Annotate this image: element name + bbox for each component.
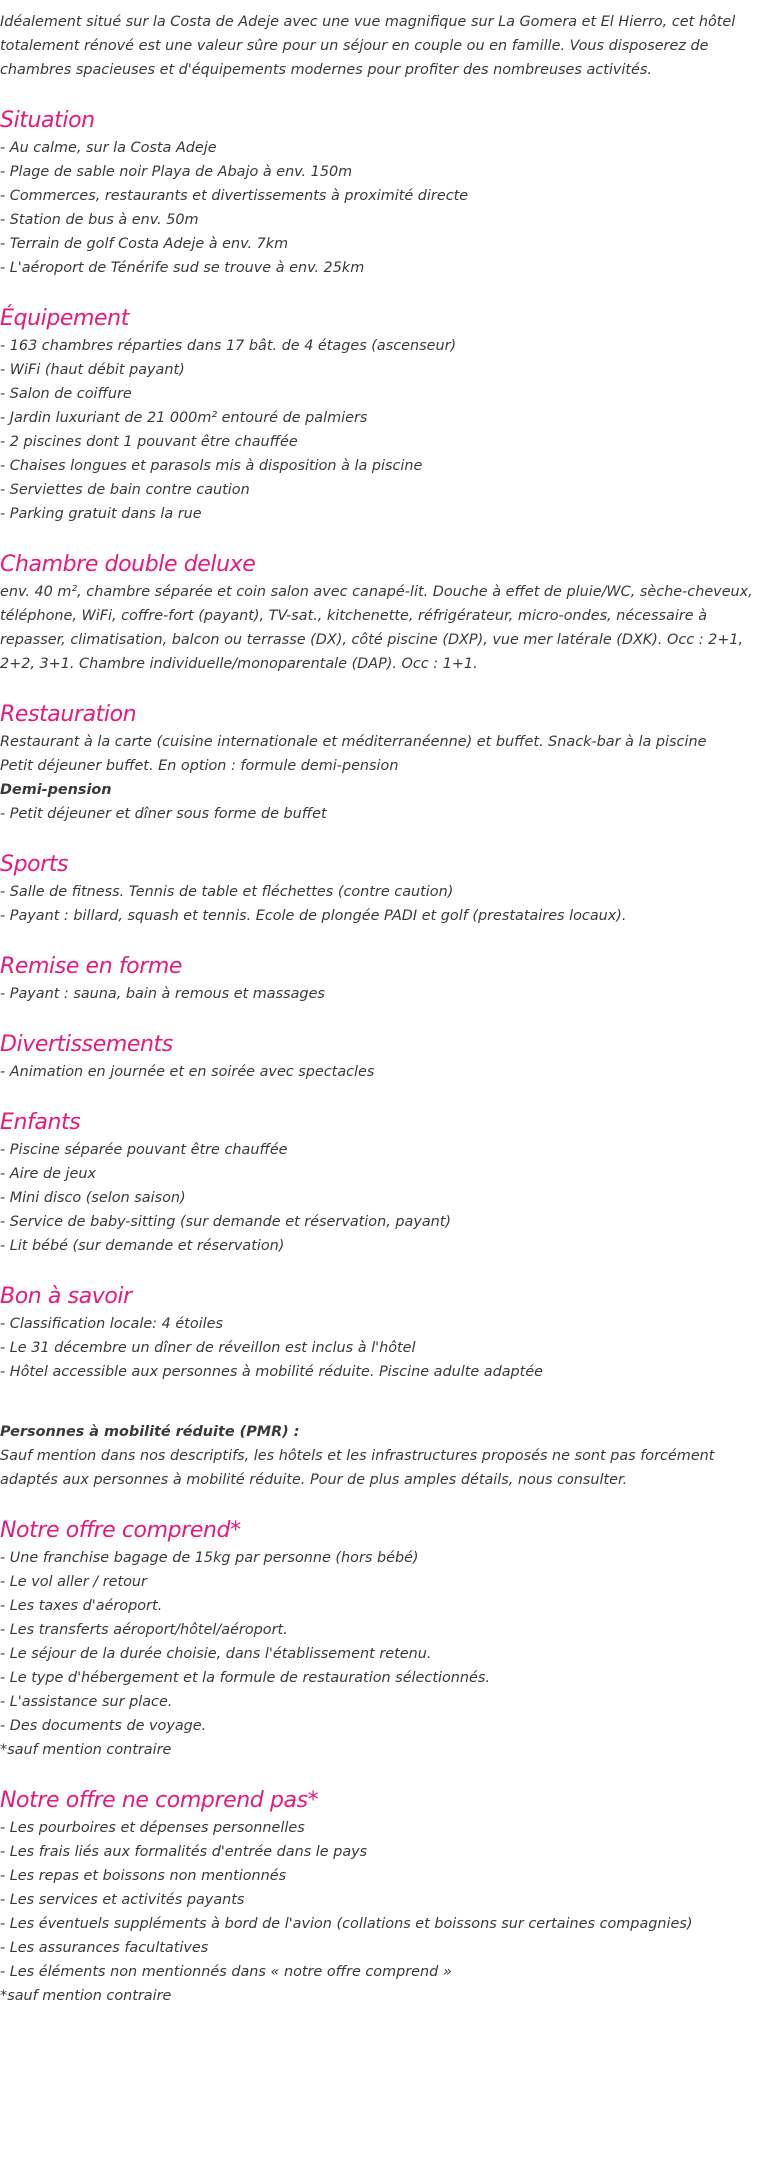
section-enfants	[0, 1108, 758, 1258]
list-item: - Petit déjeuner et dîner sous forme de buffet	[0, 806, 327, 822]
list-item: - Aire de jeux	[0, 1166, 97, 1182]
section-offre-comprend	[0, 1516, 758, 1762]
restauration-line: Restaurant à la carte (cuisine internationale et méditerranéenne) et buffet. Snack-bar à la piscine	[0, 734, 707, 750]
list-item: - Payant : billard, squash et tennis. Ecole de plongée PADI et golf (prestataires locaux).	[0, 908, 627, 924]
list-item: - Salon de coiffure	[0, 386, 132, 402]
section-divertissements	[0, 1030, 758, 1084]
sports-list	[0, 880, 758, 928]
section-offre-ne-comprend-pas	[0, 1786, 758, 2008]
section-bon-a-savoir	[0, 1282, 758, 1384]
list-item: - Le 31 décembre un dîner de réveillon est inclus à l'hôtel	[0, 1340, 416, 1356]
divertissements-list	[0, 1060, 758, 1084]
list-item: - WiFi (haut débit payant)	[0, 362, 185, 378]
section-title-restauration: Restauration	[0, 702, 137, 727]
list-item: - L'assistance sur place.	[0, 1694, 173, 1710]
list-item: - Les taxes d'aéroport.	[0, 1598, 163, 1614]
section-sports	[0, 850, 758, 928]
bon-list	[0, 1312, 758, 1384]
section-situation	[0, 106, 758, 280]
list-item: - Les éléments non mentionnés dans « notre offre comprend »	[0, 1964, 452, 1980]
list-item: - Les éventuels suppléments à bord de l'avion (collations et boissons sur certaines compagnies)	[0, 1916, 693, 1932]
list-item: - Lit bébé (sur demande et réservation)	[0, 1238, 285, 1254]
situation-list	[0, 136, 758, 280]
list-item: - Plage de sable noir Playa de Abajo à env. 150m	[0, 164, 353, 180]
ne-comprend-list	[0, 1816, 758, 1984]
list-item: - Les services et activités payants	[0, 1892, 245, 1908]
list-item: - Serviettes de bain contre caution	[0, 482, 250, 498]
list-item: - Le type d'hébergement et la formule de restauration sélectionnés.	[0, 1670, 490, 1686]
list-item: - Classification locale: 4 étoiles	[0, 1316, 223, 1332]
list-item: - Piscine séparée pouvant être chauffée	[0, 1142, 288, 1158]
restauration-list	[0, 802, 758, 826]
list-item: - Service de baby-sitting (sur demande et réservation, payant)	[0, 1214, 452, 1230]
remise-list	[0, 982, 758, 1006]
section-title-equipement: Équipement	[0, 306, 129, 331]
list-item: - Parking gratuit dans la rue	[0, 506, 202, 522]
section-title-offre-comprend: Notre offre comprend*	[0, 1518, 241, 1543]
list-item: - Les repas et boissons non mentionnés	[0, 1868, 287, 1884]
section-title-chambre: Chambre double deluxe	[0, 552, 256, 577]
section-title-divertissements: Divertissements	[0, 1032, 173, 1057]
list-item: - Terrain de golf Costa Adeje à env. 7km	[0, 236, 289, 252]
list-item: - L'aéroport de Ténérife sud se trouve à env. 25km	[0, 260, 365, 276]
list-item: - Station de bus à env. 50m	[0, 212, 199, 228]
section-chambre	[0, 550, 758, 676]
list-item: - Mini disco (selon saison)	[0, 1190, 186, 1206]
demi-pension-heading: Demi-pension	[0, 782, 112, 798]
list-item: - Au calme, sur la Costa Adeje	[0, 140, 217, 156]
section-title-remise-en-forme: Remise en forme	[0, 954, 183, 979]
intro-paragraph: Idéalement situé sur la Costa de Adeje avec une vue magnifique sur La Gomera et El Hierro, cet hôtel totalement rénové est une valeur sûre pour un séjour en couple ou en famille. Vous disposerez de chambres spacieuses et d'équipements modernes pour profiter des nombreuses activités.	[0, 14, 736, 78]
ne-comprend-note: *sauf mention contraire	[0, 1988, 172, 2004]
comprend-list	[0, 1546, 758, 1738]
section-title-bon-a-savoir: Bon à savoir	[0, 1284, 132, 1309]
list-item: - Les frais liés aux formalités d'entrée dans le pays	[0, 1844, 368, 1860]
list-item: - Commerces, restaurants et divertissements à proximité directe	[0, 188, 469, 204]
list-item: - Les transferts aéroport/hôtel/aéroport.	[0, 1622, 288, 1638]
section-title-sports: Sports	[0, 852, 69, 877]
list-item: - Animation en journée et en soirée avec spectacles	[0, 1064, 375, 1080]
list-item: - 2 piscines dont 1 pouvant être chauffée	[0, 434, 298, 450]
list-item: - Le séjour de la durée choisie, dans l'établissement retenu.	[0, 1646, 432, 1662]
pmr-text: Sauf mention dans nos descriptifs, les hôtels et les infrastructures proposés ne sont pas forcément adaptés aux personnes à mobilité réduite. Pour de plus amples détails, nous consulter.	[0, 1448, 715, 1488]
list-item: - Des documents de voyage.	[0, 1718, 207, 1734]
pmr-heading: Personnes à mobilité réduite (PMR) :	[0, 1424, 300, 1440]
list-item: - Les assurances facultatives	[0, 1940, 209, 1956]
list-item: - Jardin luxuriant de 21 000m² entouré de palmiers	[0, 410, 368, 426]
list-item: - Chaises longues et parasols mis à disposition à la piscine	[0, 458, 423, 474]
section-title-enfants: Enfants	[0, 1110, 81, 1135]
list-item: - Salle de fitness. Tennis de table et fléchettes (contre caution)	[0, 884, 454, 900]
section-title-situation: Situation	[0, 108, 95, 133]
list-item: - Payant : sauna, bain à remous et massages	[0, 986, 325, 1002]
enfants-list	[0, 1138, 758, 1258]
list-item: - Une franchise bagage de 15kg par personne (hors bébé)	[0, 1550, 419, 1566]
comprend-note: *sauf mention contraire	[0, 1742, 172, 1758]
section-title-offre-ne-comprend-pas: Notre offre ne comprend pas*	[0, 1788, 319, 1813]
section-restauration	[0, 700, 758, 826]
list-item: - 163 chambres réparties dans 17 bât. de 4 étages (ascenseur)	[0, 338, 457, 354]
section-equipement	[0, 304, 758, 526]
list-item: - Hôtel accessible aux personnes à mobilité réduite. Piscine adulte adaptée	[0, 1364, 544, 1380]
restauration-line: Petit déjeuner buffet. En option : formule demi-pension	[0, 758, 399, 774]
list-item: - Le vol aller / retour	[0, 1574, 147, 1590]
section-remise-en-forme	[0, 952, 758, 1006]
chambre-description: env. 40 m², chambre séparée et coin salon avec canapé-lit. Douche à effet de pluie/WC, sèche-cheveux, téléphone, WiFi, coffre-fort (payant), TV-sat., kitchenette, réfrigérateur, micro-ondes, nécessaire à repasser, climatisation, balcon ou terrasse (DX), côté piscine (DXP), vue mer latérale (DXK). Occ : 2+1, 2+2, 3+1. Chambre individuelle/monoparentale (DAP). Occ : 1+1.	[0, 584, 753, 672]
equipement-list	[0, 334, 758, 526]
section-pmr	[0, 1420, 758, 1492]
list-item: - Les pourboires et dépenses personnelles	[0, 1820, 305, 1836]
